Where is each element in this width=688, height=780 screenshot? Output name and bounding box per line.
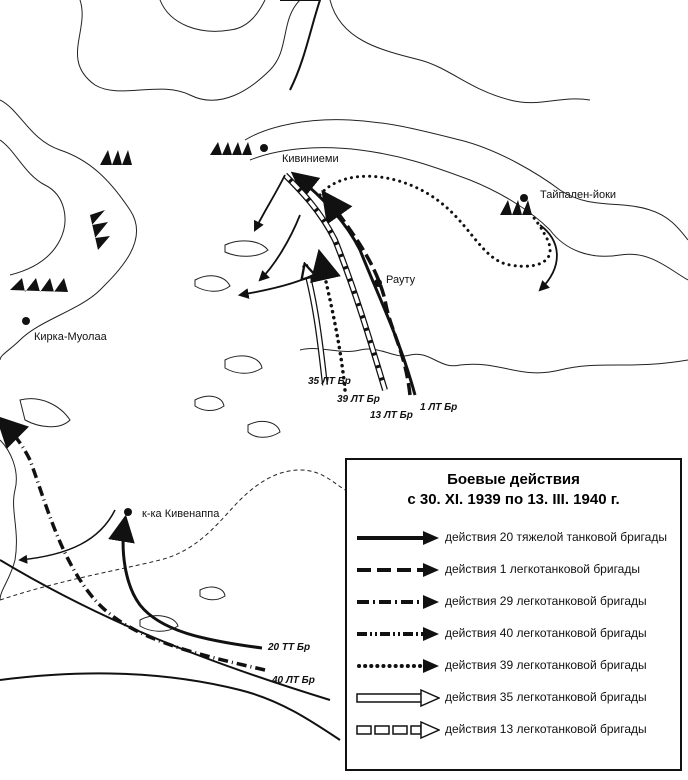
arrow-1lt — [325, 195, 410, 395]
legend-label-35lt: действия 35 легкотанковой бригады — [445, 690, 647, 704]
rautu-marker — [374, 279, 382, 287]
legend-item-1lt — [347, 560, 680, 580]
lake-shore-ne — [330, 0, 590, 103]
arrow-thin-1 — [255, 175, 285, 230]
lake-shore-north-2 — [160, 0, 265, 31]
lake-center-3 — [225, 356, 262, 373]
lake-center-1 — [225, 241, 268, 256]
legend — [345, 458, 682, 771]
label-1lt: 1 ЛТ Бр — [420, 402, 458, 413]
legend-symbol-solid — [355, 528, 440, 548]
taipaleen-marker — [520, 194, 528, 202]
legend-item-20tt — [347, 528, 680, 548]
fort-4 — [10, 278, 68, 292]
legend-label-39lt: действия 39 легкотанковой бригады — [445, 658, 647, 672]
legend-label-40lt: действия 40 легкотанковой бригады — [445, 626, 647, 640]
legend-item-40lt — [347, 624, 680, 644]
vuoksi-north-bank — [245, 120, 688, 240]
lake-west-small — [20, 399, 70, 427]
lake-center-5 — [248, 421, 280, 437]
lake-center-2 — [195, 276, 230, 292]
road-1 — [280, 0, 320, 90]
roads — [0, 0, 340, 740]
legend-title-line2: с 30. XI. 1939 по 13. III. 1940 г. — [407, 491, 620, 508]
rautu-label: Рауту — [386, 274, 416, 286]
arrow-thin-south — [20, 510, 115, 560]
legend-item-13lt — [347, 720, 680, 740]
kivennappa-label: к-ка Кивенаппа — [142, 508, 220, 520]
legend-label-20tt: действия 20 тяжелой танковой бригады — [445, 530, 667, 544]
western-lakes-2 — [0, 140, 65, 275]
kivennappa-marker — [124, 508, 132, 516]
lake-shore-north — [77, 0, 300, 100]
label-20tt: 20 ТТ Бр — [268, 642, 311, 653]
legend-symbol-dash-dots — [355, 624, 440, 644]
legend-symbol-hollow — [355, 688, 440, 708]
lake-center-4 — [195, 396, 224, 410]
legend-label-1lt: действия 1 легкотанковой бригады — [445, 562, 640, 576]
kiviniemi-label: Кивиниеми — [282, 153, 339, 165]
fort-2 — [100, 150, 132, 165]
southern-arrows — [0, 420, 265, 670]
lake-suvanto-south — [300, 349, 688, 373]
fort-5 — [500, 200, 532, 215]
arrow-thin-3 — [240, 265, 330, 295]
label-35lt: 35 ЛТ Бр — [308, 376, 351, 387]
legend-title-line1: Боевые действия — [447, 471, 580, 488]
lake-south-2 — [200, 587, 225, 600]
legend-item-29lt — [347, 592, 680, 612]
kirka-muolaa-marker — [22, 317, 30, 325]
label-13lt: 13 ЛТ Бр — [370, 410, 413, 421]
legend-symbol-dots — [355, 656, 440, 676]
fort-1 — [210, 142, 252, 155]
legend-symbol-dash-dot — [355, 592, 440, 612]
fort-3 — [90, 210, 110, 250]
label-39lt: 39 ЛТ Бр — [337, 394, 380, 405]
arrow-20tt-south — [123, 520, 262, 648]
arrow-40lt — [0, 420, 265, 670]
label-40lt: 40 ЛТ Бр — [272, 675, 315, 686]
coast-sw — [0, 440, 16, 600]
arrow-39lt-taipale — [320, 176, 550, 266]
legend-item-35lt — [347, 688, 680, 708]
taipaleen-label: Тайпален-йоки — [540, 189, 617, 201]
legend-item-39lt — [347, 656, 680, 676]
legend-label-29lt: действия 29 легкотанковой бригады — [445, 594, 647, 608]
western-lakes — [0, 100, 137, 360]
legend-symbol-dash — [355, 560, 440, 580]
kiviniemi-marker — [260, 144, 268, 152]
legend-label-13lt: действия 13 легкотанковой бригады — [445, 722, 647, 736]
legend-title — [347, 470, 680, 510]
kirka-muolaa-label: Кирка-Муолаа — [34, 331, 107, 343]
state-border — [0, 470, 345, 600]
legend-symbol-hollow-segmented — [355, 720, 440, 740]
